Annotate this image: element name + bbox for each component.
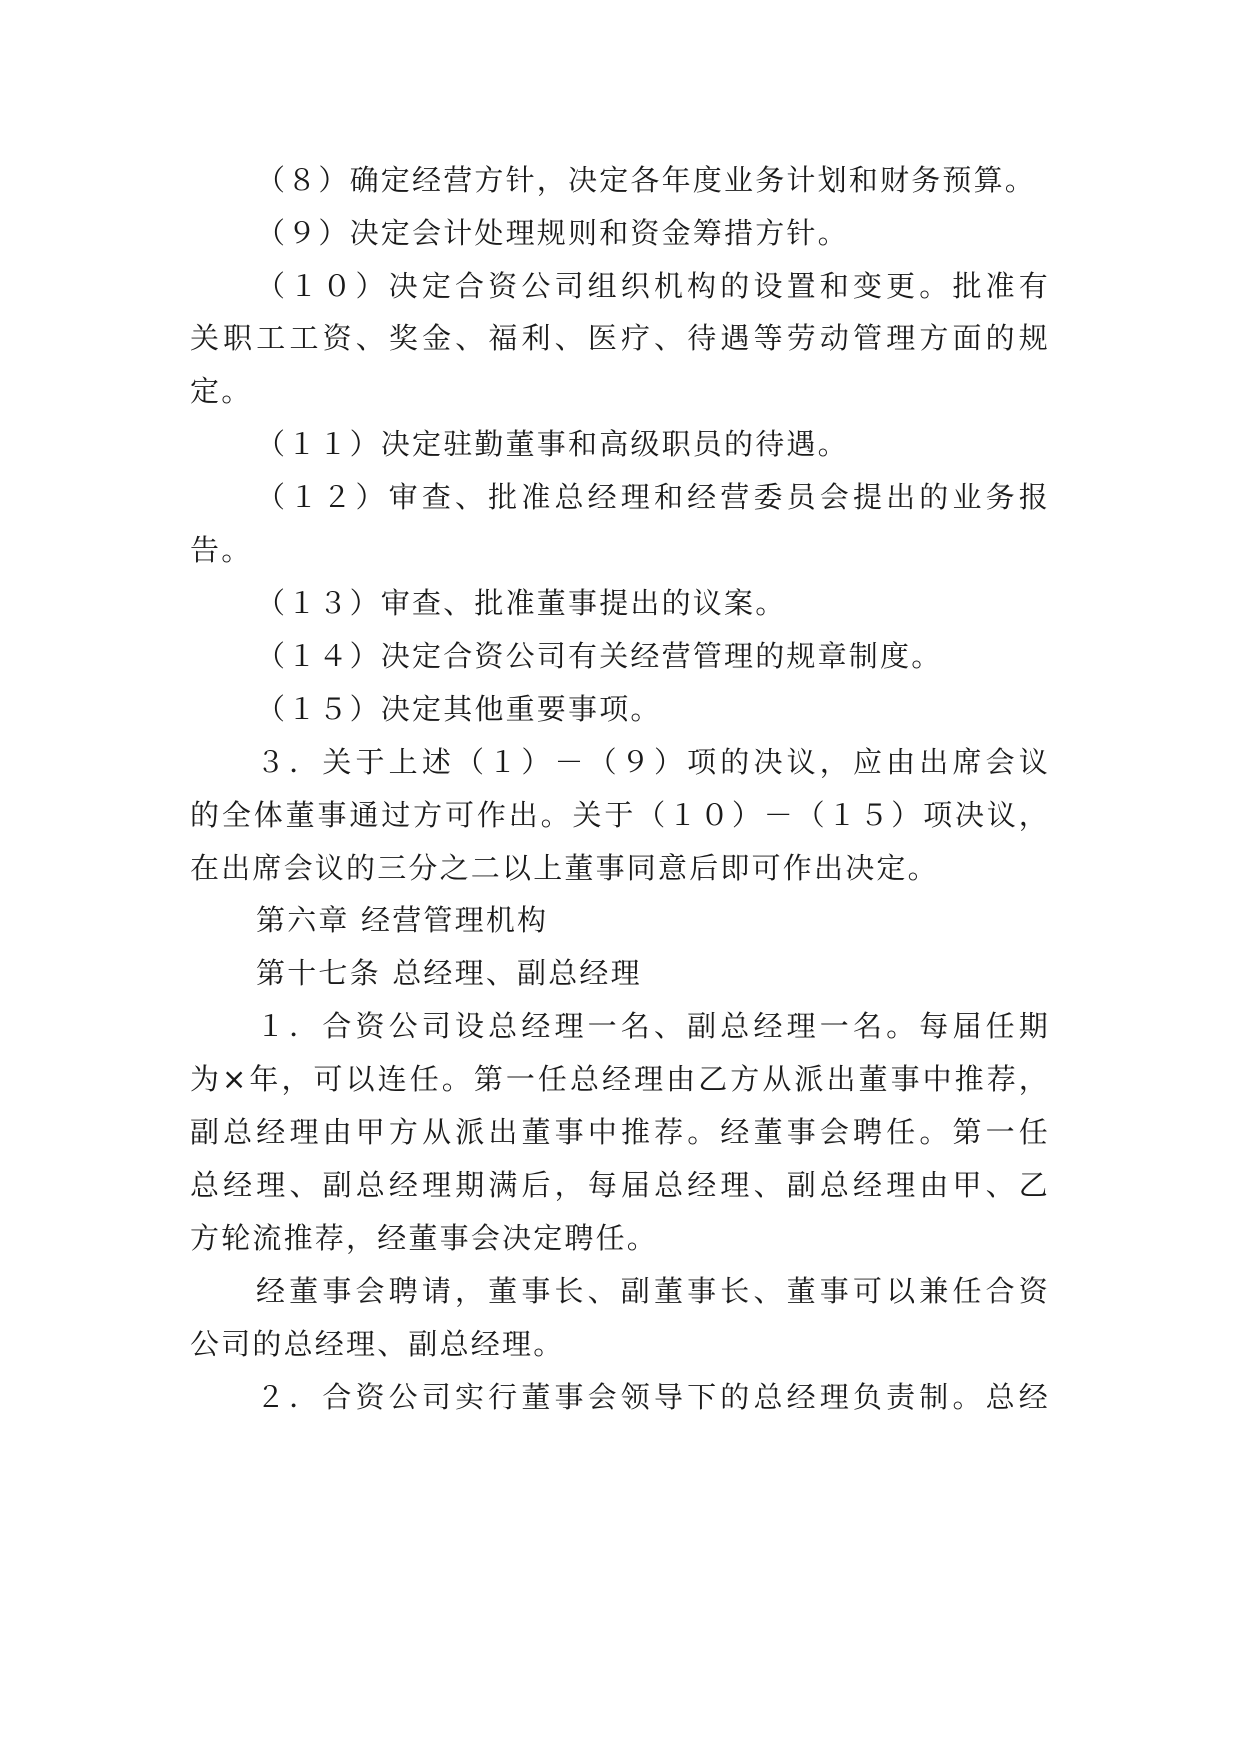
article-17-clause-2-line-1: ２．合资公司实行董事会领导下的总经理负责制。总经	[256, 1380, 1050, 1414]
item-10-line-2: 关职工工资、奖金、福利、医疗、待遇等劳动管理方面的规	[190, 321, 1050, 355]
item-13-line: （１３）审查、批准董事提出的议案。	[256, 586, 787, 620]
article-17-clause-1-line-1: １．合资公司设总经理一名、副总经理一名。每届任期	[256, 1009, 1050, 1043]
article-heading: 第十七条 总经理、副总经理	[256, 956, 642, 990]
article-17-clause-1-line-5: 方轮流推荐，经董事会决定聘任。	[190, 1221, 659, 1255]
concurrent-post-line-1: 经董事会聘请，董事长、副董事长、董事可以兼任合资	[256, 1274, 1050, 1308]
clause-3-line-1: ３．关于上述（１）－（９）项的决议，应由出席会议	[256, 745, 1050, 779]
item-10-line-3: 定。	[190, 374, 253, 408]
item-8-line: （８）确定经营方针，决定各年度业务计划和财务预算。	[256, 163, 1037, 197]
item-11-line: （１１）决定驻勤董事和高级职员的待遇。	[256, 427, 849, 461]
clause-3-line-3: 在出席会议的三分之二以上董事同意后即可作出决定。	[190, 851, 939, 885]
item-12-line-2: 告。	[190, 533, 253, 567]
item-15-line: （１５）决定其他重要事项。	[256, 692, 662, 726]
item-14-line: （１４）决定合资公司有关经营管理的规章制度。	[256, 639, 943, 673]
article-17-clause-1-line-3: 副总经理由甲方从派出董事中推荐。经董事会聘任。第一任	[190, 1115, 1050, 1149]
chapter-heading: 第六章 经营管理机构	[256, 903, 549, 937]
item-9-line: （９）决定会计处理规则和资金筹措方针。	[256, 216, 849, 250]
article-17-clause-1-line-2: 为×年，可以连任。第一任总经理由乙方从派出董事中推荐，	[190, 1062, 1050, 1096]
concurrent-post-line-2: 公司的总经理、副总经理。	[190, 1327, 565, 1361]
clause-3-line-2: 的全体董事通过方可作出。关于（１０）－（１５）项决议，	[190, 798, 1050, 832]
article-17-clause-1-line-4: 总经理、副总经理期满后，每届总经理、副总经理由甲、乙	[190, 1168, 1050, 1202]
item-12-line-1: （１２）审查、批准总经理和经营委员会提出的业务报	[256, 480, 1050, 514]
item-10-line-1: （１０）决定合资公司组织机构的设置和变更。批准有	[256, 269, 1050, 303]
